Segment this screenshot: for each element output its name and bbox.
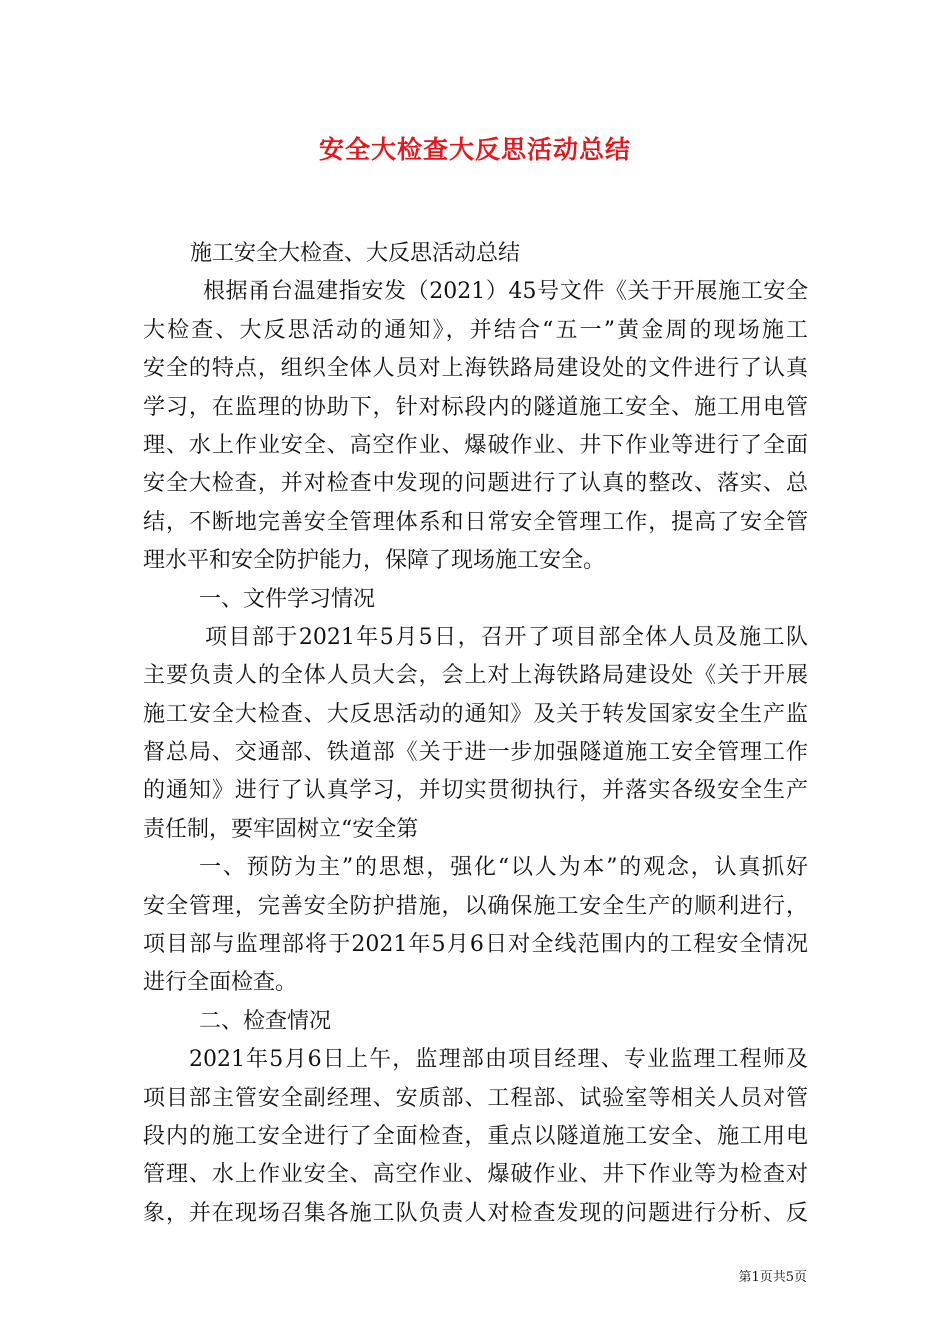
paragraph-line: 督总局、交通部、铁道部《关于进一步加强隧道施工安全管理工作: [143, 740, 808, 766]
paragraph-line: 学习，在监理的协助下，针对标段内的隧道施工安全、施工用电管: [143, 394, 808, 420]
paragraph-line: 安全大检查，并对检查中发现的问题进行了认真的整改、落实、总: [143, 471, 808, 497]
paragraph-line: 理水平和安全防护能力，保障了现场施工安全。: [143, 548, 606, 574]
paragraph-line: 一、预防为主”的思想，强化“以人为本”的观念，认真抓好: [199, 855, 808, 881]
paragraph-line: 理、水上作业安全、高空作业、爆破作业、井下作业等进行了全面: [143, 432, 808, 458]
paragraph-line: 根据甬台温建指安发（2021）45号文件《关于开展施工安全: [203, 279, 808, 305]
paragraph-line: 主要负责人的全体人员大会，会上对上海铁路局建设处《关于开展: [143, 663, 808, 689]
section-heading: 二、检查情况: [199, 1008, 332, 1034]
paragraph-line: 项目部与监理部将于2021年5月6日对全线范围内的工程安全情况: [143, 932, 808, 958]
document-body: [143, 235, 808, 1233]
paragraph-line: 安全的特点，组织全体人员对上海铁路局建设处的文件进行了认真: [143, 356, 808, 382]
paragraph-line: 的通知》进行了认真学习，并切实贯彻执行，并落实各级安全生产: [143, 778, 808, 804]
paragraph-line: 安全管理，完善安全防护措施，以确保施工安全生产的顺利进行，: [143, 893, 808, 919]
paragraph-line: 象，并在现场召集各施工队负责人对检查发现的问题进行分析、反: [143, 1200, 808, 1226]
paragraph-line: 施工安全大检查、大反思活动的通知》及关于转发国家安全生产监: [143, 701, 808, 727]
paragraph-line: 结，不断地完善安全管理体系和日常安全管理工作，提高了安全管: [143, 509, 808, 535]
section-heading: 一、文件学习情况: [199, 586, 376, 612]
page-number: 第1页共5页: [738, 1270, 807, 1285]
paragraph-line: 责任制，要牢固树立“安全第: [143, 816, 419, 842]
paragraph-line: 大检查、大反思活动的通知》，并结合“五一”黄金周的现场施工: [143, 317, 808, 343]
paragraph-line: 2021年5月6日上午，监理部由项目经理、专业监理工程师及: [189, 1047, 808, 1073]
paragraph-line: 进行全面检查。: [143, 970, 298, 996]
document-title: 安全大检查大反思活动总结: [318, 135, 631, 164]
paragraph-line: 管理、水上作业安全、高空作业、爆破作业、井下作业等为检查对: [143, 1162, 808, 1188]
subtitle-line: 施工安全大检查、大反思活动总结: [190, 241, 521, 266]
paragraph-line: 段内的施工安全进行了全面检查，重点以隧道施工安全、施工用电: [143, 1123, 808, 1149]
paragraph-line: 项目部主管安全副经理、安质部、工程部、试验室等相关人员对管: [143, 1085, 808, 1111]
paragraph-line: 项目部于2021年5月5日，召开了项目部全体人员及施工队: [205, 624, 808, 650]
